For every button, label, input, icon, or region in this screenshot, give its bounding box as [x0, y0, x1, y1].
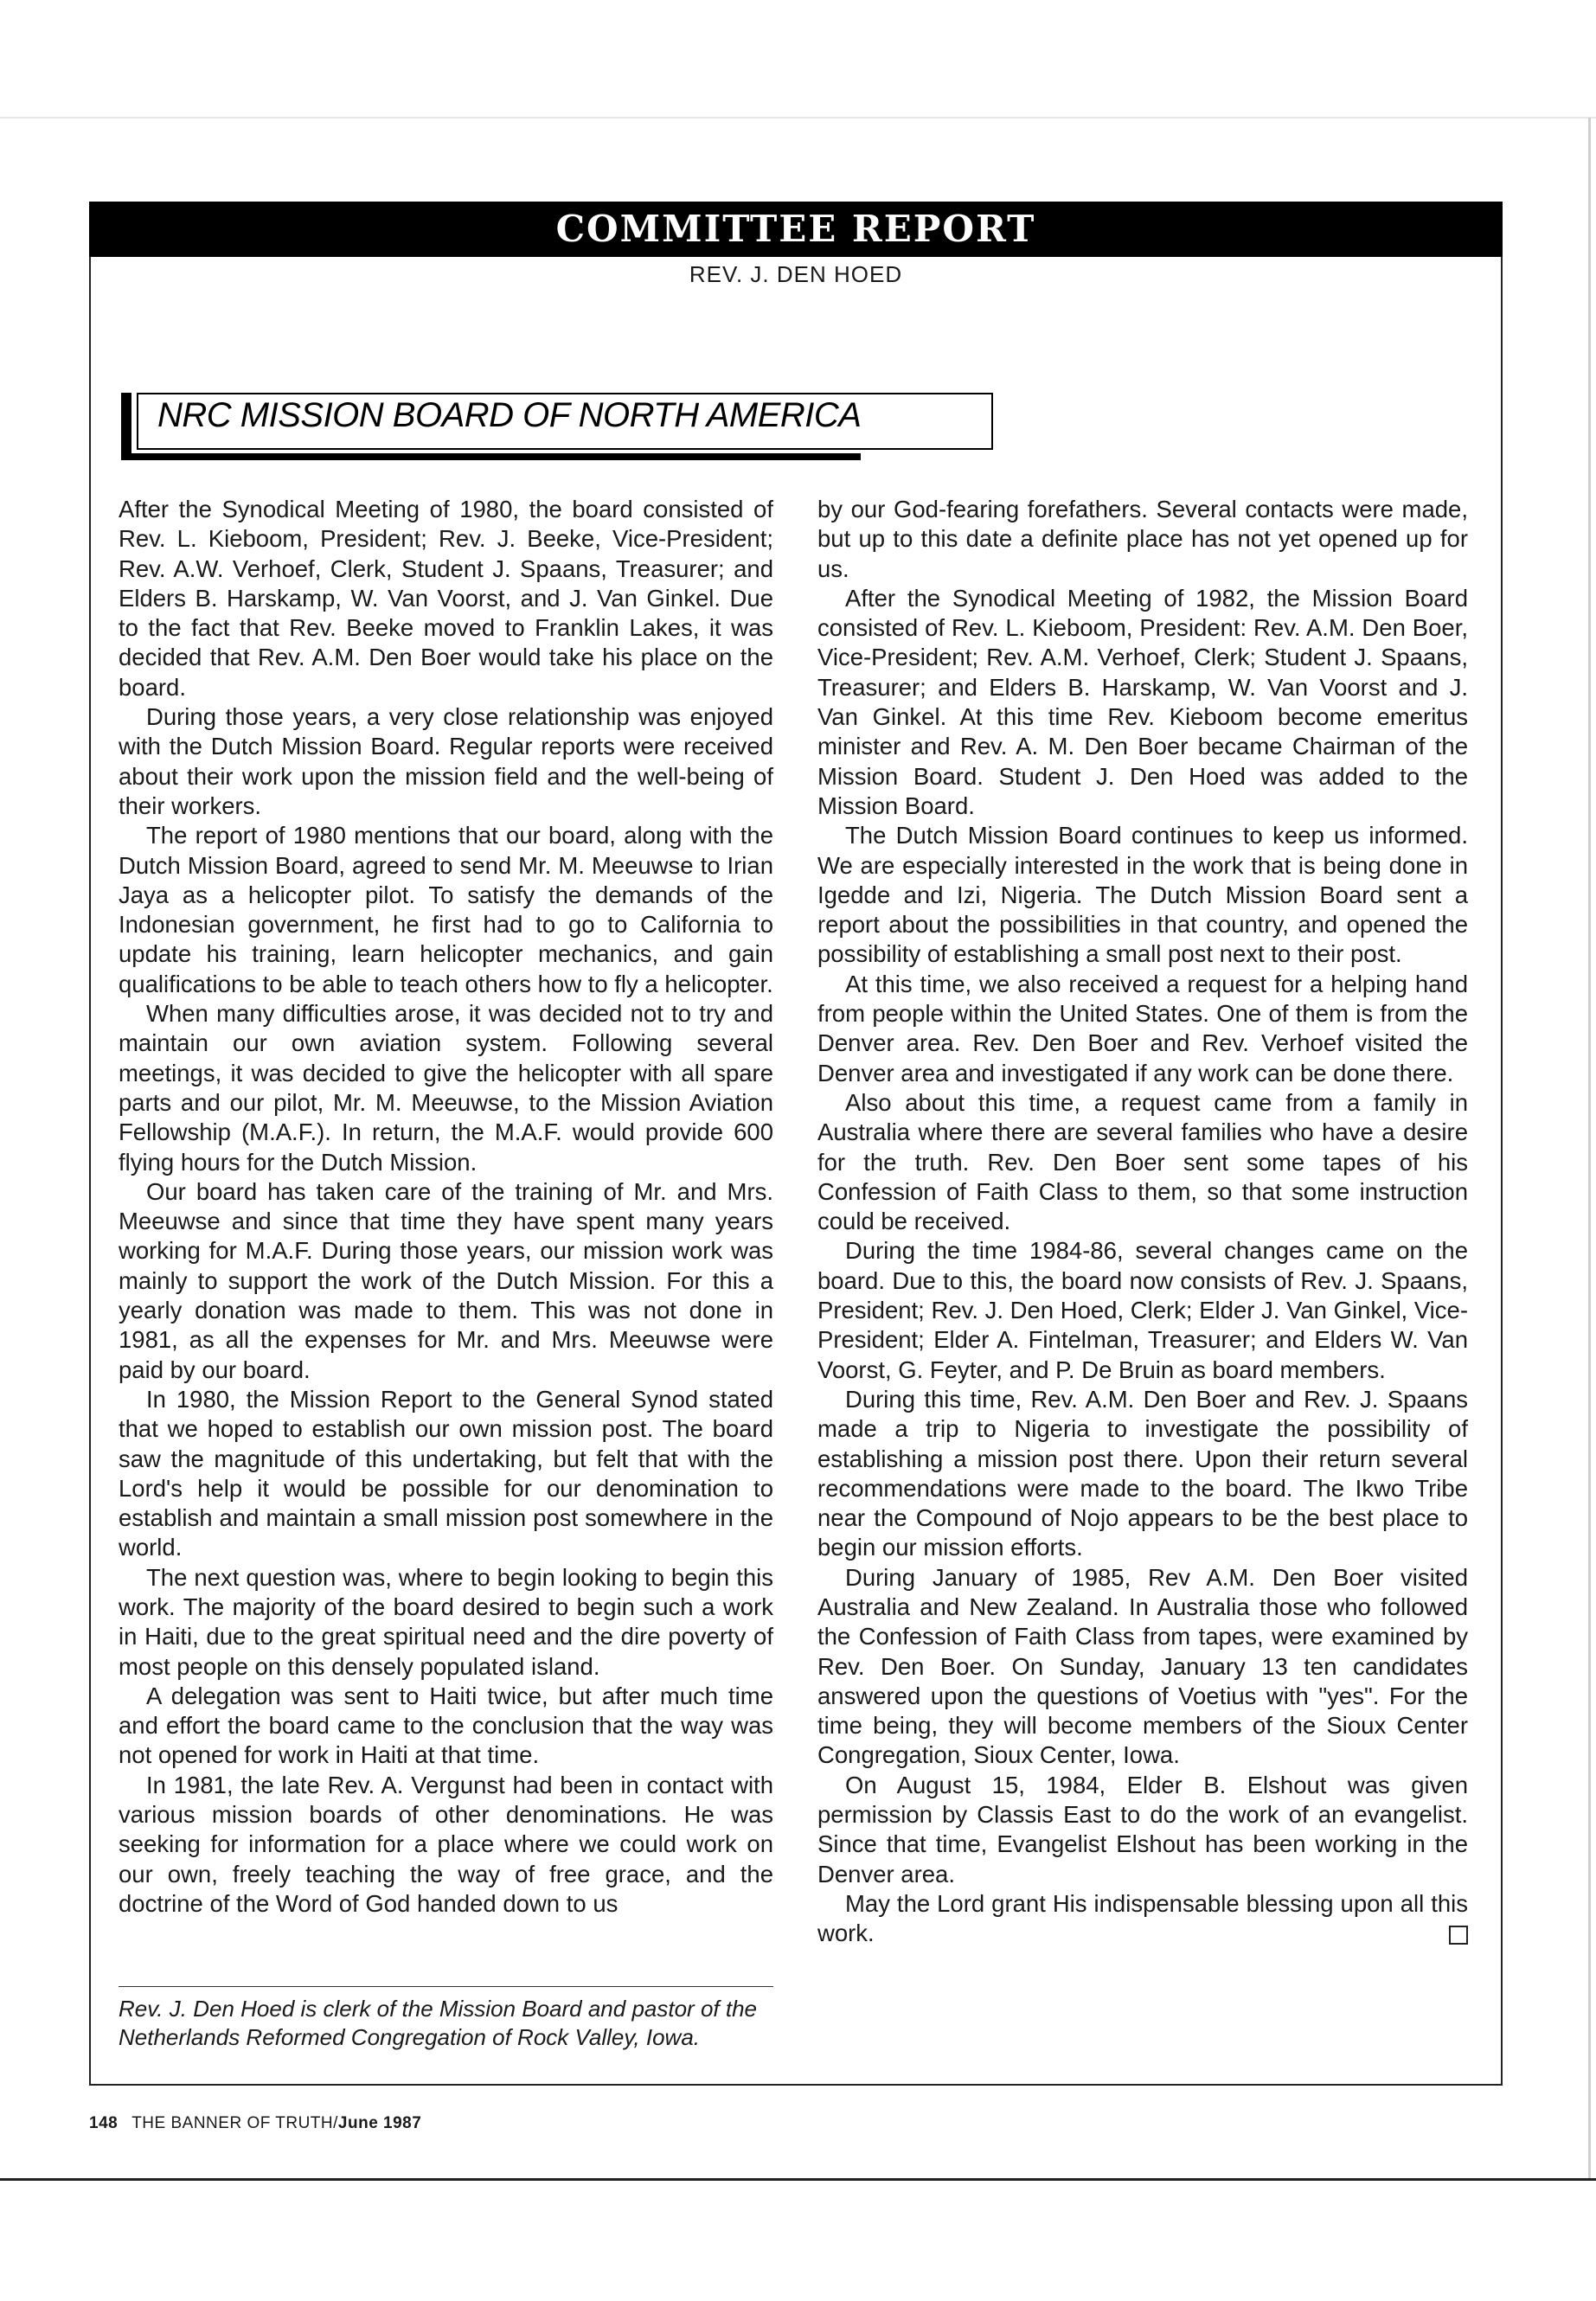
paragraph: A delegation was sent to Haiti twice, but after much time and effort the board came to the conclusion that the way was not opened for work in Haiti at that time.	[119, 1682, 773, 1769]
author-bio: Rev. J. Den Hoed is clerk of the Mission Board and pastor of the Netherlands Reformed Congregation of Rock Valley, Iowa.	[119, 1996, 757, 2050]
paragraph: The report of 1980 mentions that our board, along with the Dutch Mission Board, agreed to send Mr. M. Meeuwse to Irian Jaya as a helicopter pilot. To satisfy the demands of the Indonesian government, he first had to go to California to update his training, learn helicopter mechanics, and gain qualifications to be able to teach others how to fly a helicopter.	[119, 822, 773, 997]
heading-underline	[121, 453, 861, 460]
paragraph: After the Synodical Meeting of 1980, the board consisted of Rev. L. Kieboom, President; Rev. J. Beeke, Vice-President; Rev. A.W. Verhoef, Clerk, Student J. Spaans, Treasurer; and Elders B. Harskamp, W. Van Voorst, and J. Van Ginkel. Due to the fact that Rev. Beeke moved to Franklin Lakes, it was decided that Rev. A.M. Den Boer would take his place on the board.	[119, 496, 773, 701]
paragraph: Also about this time, a request came from a family in Australia where there are several families who have a desire for the truth. Rev. Den Boer sent some tapes of his Confession of Faith Class to them, so that some instruction could be received.	[817, 1088, 1468, 1235]
page-footer	[89, 2114, 421, 2133]
right-column	[817, 495, 1468, 1949]
paragraph: During those years, a very close relationship was enjoyed with the Dutch Mission Board. Regular reports were received about their work upon the mission field and the well-being of their workers.	[119, 703, 773, 819]
author-line: REV. J. DEN HOED	[689, 261, 903, 287]
paragraph: On August 15, 1984, Elder B. Elshout was given permission by Classis East to do the work of an evangelist. Since that time, Evangelist Elshout has been working in the Denver area.	[817, 1771, 1468, 1888]
paragraph: In 1980, the Mission Report to the General Synod stated that we hoped to establish our own mission post. The board saw the magnitude of this undertaking, but felt that with the Lord's help it would be possible for our denomination to establish and maintain a small mission post somewhere in the world.	[119, 1385, 773, 1561]
paragraph: During January of 1985, Rev A.M. Den Boer visited Australia and New Zealand. In Australia those who followed the Confession of Faith Class from tapes, were examined by Rev. Den Boer. On Sunday, January 13 ten candidates answered upon the questions of Voetius with "yes". For the time being, they will become members of the Sioux Center Congregation, Sioux Center, Iowa.	[817, 1563, 1468, 1769]
paragraph: The next question was, where to begin looking to begin this work. The majority of the board desired to begin such a work in Haiti, due to the great spiritual need and the dire poverty of most people on this densely populated island.	[119, 1563, 773, 1680]
bio-rule	[119, 1986, 773, 1987]
page-edge-top	[0, 117, 1596, 119]
paragraph: When many difficulties arose, it was decided not to try and maintain our own aviation system. Following several meetings, it was decided to give the helicopter with all spare parts and our pilot, Mr. M. Meeuwse, to the Mission Aviation Fellowship (M.A.F.). In return, the M.A.F. would provide 600 flying hours for the Dutch Mission.	[119, 1000, 773, 1176]
end-mark-icon	[1449, 1926, 1468, 1945]
paragraph: Our board has taken care of the training of Mr. and Mrs. Meeuwse and since that time they have spent many years working for M.A.F. During those years, our mission work was mainly to support the work of the Dutch Mission. For this a yearly donation was made to them. This was not done in 1981, as all the expenses for Mr. and Mrs. Meeuwse were paid by our board.	[119, 1177, 773, 1383]
issue-date: June 1987	[337, 2114, 422, 2132]
banner-title: COMMITTEE REPORT	[89, 202, 1503, 257]
left-column	[119, 495, 773, 1919]
paragraph: During the time 1984-86, several changes came on the board. Due to this, the board now consists of Rev. J. Spaans, President; Rev. J. Den Hoed, Clerk; Elder J. Van Ginkel, Vice-President; Elder A. Fintelman, Treasurer; and Elders W. Van Voorst, G. Feyter, and P. De Bruin as board members.	[817, 1237, 1468, 1383]
paragraph: After the Synodical Meeting of 1982, the Mission Board consisted of Rev. L. Kieboom, President: Rev. A.M. Den Boer, Vice-President; Rev. A.M. Verhoef, Clerk; Student J. Spaans, Treasurer; and Elders B. Harskamp, W. Van Voorst and J. Van Ginkel. At this time Rev. Kieboom become emeritus minister and Rev. A. M. Den Boer became Chairman of the Mission Board. Student J. Den Hoed was added to the Mission Board.	[817, 584, 1468, 819]
page-edge-bottom	[0, 2178, 1596, 2181]
paragraph: by our God-fearing forefathers. Several contacts were made, but up to this date a definite place has not yet opened up for us.	[817, 496, 1468, 582]
page-number: 148	[89, 2114, 119, 2132]
paragraph: During this time, Rev. A.M. Den Boer and Rev. J. Spaans made a trip to Nigeria to investigate the possibility of establishing a mission post there. Upon their return several recommendations were made to the board. The Ikwo Tribe near the Compound of Nojo appears to be the best place to begin our mission efforts.	[817, 1385, 1468, 1561]
last-paragraph	[817, 1889, 1468, 1949]
publication-name: THE BANNER OF TRUTH/	[131, 2114, 338, 2132]
heading-bar	[121, 393, 131, 460]
paragraph: In 1981, the late Rev. A. Vergunst had been in contact with various mission boards of other denominations. He was seeking for information for a place where we could work on our own, freely teaching the way of free grace, and the doctrine of the Word of God handed down to us	[119, 1771, 773, 1917]
section-title: NRC MISSION BOARD OF NORTH AMERICA	[157, 396, 862, 434]
paragraph: The Dutch Mission Board continues to keep us informed. We are especially interested in the work that is being done in Igedde and Izi, Nigeria. The Dutch Mission Board sent a report about the possibilities in that country, and opened the possibility of establishing a small post next to their post.	[817, 822, 1468, 968]
page-edge-right	[1588, 118, 1591, 2180]
paragraph: At this time, we also received a request for a helping hand from people within the United States. One of them is from the Denver area. Rev. Den Boer and Rev. Verhoef visited the Denver area and investigated if any work can be done there.	[817, 970, 1468, 1086]
paragraph-text: May the Lord grant His indispensable blessing upon all this work.	[817, 1889, 1468, 1947]
